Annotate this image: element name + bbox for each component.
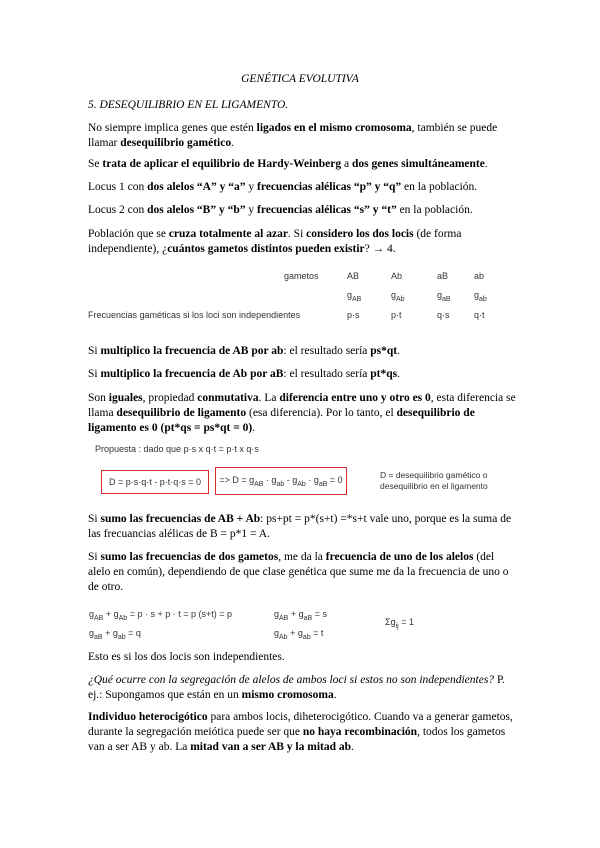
- propuesta-text: Propuesta : dado que p·s x q·t = p·t x q·s: [95, 444, 259, 454]
- text: .: [397, 368, 401, 380]
- sub: ab: [479, 295, 487, 303]
- text: en la población.: [396, 204, 473, 216]
- cell-value: q·s: [437, 310, 450, 320]
- text: : el resultado sería: [283, 368, 371, 380]
- bold-text: cruza totalmente al azar: [168, 228, 288, 240]
- cell-value: p·t: [391, 310, 402, 320]
- paragraph-4: [88, 203, 518, 218]
- section-heading: 5. DESEQUILIBRIO EN EL LIGAMENTO.: [88, 99, 289, 111]
- paragraph-12: [88, 673, 518, 703]
- formula-1: $g_{AB} + g_{Ab} = p \cdot s + p \cdot t = p$ (s+t) = p: [89, 609, 232, 622]
- bold-text: desequilibrio de ligamento: [116, 407, 247, 419]
- text: , esta diferencia se llama: [88, 392, 516, 419]
- bold-text: multiplico la frecuencia de Ab por aB: [100, 368, 284, 380]
- bold-text: mismo cromosoma: [241, 689, 334, 701]
- text: y: [245, 181, 257, 193]
- paragraph-10: [88, 550, 518, 595]
- text: y: [245, 204, 258, 216]
- paragraph-7: [88, 367, 518, 382]
- bold-text: frecuencias alélicas “s” y “t”: [257, 204, 397, 216]
- gamete-symbol: [347, 290, 361, 303]
- text: No siempre implica genes que estén: [88, 122, 257, 134]
- bold-text: pt*qs: [370, 368, 398, 380]
- text: ? → 4.: [364, 243, 396, 255]
- col-header: ab: [474, 271, 485, 281]
- bold-text: ligados en el mismo cromosoma: [256, 122, 412, 134]
- g: g: [474, 290, 480, 300]
- text: . La: [258, 392, 280, 404]
- paragraph-11: Esto es si los dos locis son independientes.: [88, 651, 285, 663]
- bold-text: sumo las frecuencias de AB + Ab: [100, 513, 261, 525]
- text: Si: [88, 345, 101, 357]
- text: : ps+pt = p*(s+t) =*s+t vale uno, porque es la suma de las frecuancias alélicas de B = p*1 = A.: [88, 513, 512, 540]
- paragraph-5: [88, 227, 518, 257]
- paragraph-6: [88, 344, 518, 359]
- gamete-symbol: [437, 290, 451, 303]
- sub: AB: [352, 295, 362, 303]
- text: .: [333, 689, 337, 701]
- text: .: [351, 741, 354, 753]
- box-text: D = p·s·q·t - p·t·q·s = 0: [108, 477, 202, 487]
- formula-2: $g_{aB} + g_{ab} = q$: [89, 628, 141, 641]
- bold-text: frecuencias alélicas “p” y “q”: [257, 181, 402, 193]
- text: , propiedad: [142, 392, 198, 404]
- text: .: [252, 422, 256, 434]
- g: g: [391, 290, 397, 300]
- bold-text: mitad van a ser AB y la mitad ab: [190, 741, 352, 753]
- text: Locus 1 con: [88, 181, 148, 193]
- bold-text: no haya recombinación: [302, 726, 418, 738]
- text: .: [231, 137, 234, 149]
- bold-text: considero los dos locis: [306, 228, 414, 240]
- text: Si: [88, 551, 101, 563]
- bold-text: multiplico la frecuencia de AB por ab: [100, 345, 284, 357]
- formula-box-1: [101, 470, 209, 494]
- text: Se: [88, 158, 103, 170]
- formula-4: $g_{Ab} + g_{ab} = t$: [274, 628, 324, 641]
- italic-text: ¿Qué ocurre con la segregación de alelos de ambos loci si estos no son independientes?: [88, 674, 495, 686]
- formula-3: $g_{AB} + g_{aB} = s$: [274, 609, 327, 622]
- text: Población que se: [88, 228, 169, 240]
- text: , todos los gametos van a ser AB y ab. La: [88, 726, 506, 753]
- bold-text: trata de aplicar el equilibrio de Hardy-Weinberg: [102, 158, 342, 170]
- paragraph-2: [88, 157, 518, 172]
- col-header: aB: [437, 271, 449, 281]
- bold-text: diferencia entre uno y otro es 0: [279, 392, 431, 404]
- text: Son: [88, 392, 109, 404]
- bold-text: ps*qt: [370, 345, 398, 357]
- text: en la población.: [401, 181, 478, 193]
- box-text-part: => D = g: [219, 474, 255, 485]
- g: g: [437, 290, 443, 300]
- bold-text: conmutativa: [197, 392, 259, 404]
- paragraph-3: [88, 180, 518, 195]
- gamete-symbol: [391, 290, 405, 303]
- text: .: [397, 345, 401, 357]
- paragraph-9: [88, 512, 518, 542]
- sub: aB: [442, 295, 451, 303]
- text: , también se puede llamar: [88, 122, 498, 149]
- text: Locus 2 con: [88, 204, 148, 216]
- row-label: Frecuencias gaméticas si los loci son independientes: [88, 310, 301, 320]
- text: .: [484, 158, 488, 170]
- bold-text: dos alelos “A” y “a”: [147, 181, 246, 193]
- paragraph-8: [88, 391, 518, 436]
- text: Si: [88, 368, 101, 380]
- text: , me da la: [278, 551, 326, 563]
- text: (del alelo en común), dependiendo de que clase genética que sume me da la frecuencia de uno o de otro.: [88, 551, 509, 593]
- gamete-symbol: [474, 290, 487, 303]
- gamete-table: [88, 268, 508, 328]
- col-header: AB: [347, 271, 360, 281]
- sub: Ab: [396, 295, 405, 303]
- bold-text: desequilibrio de ligamento es 0 (pt*qs = ps*qt = 0): [88, 407, 475, 434]
- bold-text: cuántos gametos distintos pueden existir: [167, 243, 365, 255]
- bold-text: iguales: [108, 392, 143, 404]
- box-text: => $D = g_{AB} \cdot g_{ab} - g_{Ab} \cdot g_{aB} = 0$: [219, 474, 343, 488]
- gametes-header: gametos: [284, 271, 319, 281]
- text: a: [341, 158, 352, 170]
- bold-text: sumo las frecuencias de dos gametos: [100, 551, 279, 563]
- text: para ambos locis, diheterocigótico. Cuando va a generar gametos, durante la segregación meiótica puede ser que: [88, 711, 513, 738]
- g: g: [347, 290, 353, 300]
- text: P. ej.: Supongamos que están en un: [88, 674, 505, 701]
- cell-value: q·t: [474, 310, 485, 320]
- text: (esa diferencia). Por lo tanto, el: [246, 407, 397, 419]
- cell-value: p·s: [347, 310, 360, 320]
- page-title: GENÉTICA EVOLUTIVA: [241, 73, 359, 85]
- bold-text: dos alelos “B” y “b”: [147, 204, 246, 216]
- text: . Si: [287, 228, 307, 240]
- formula-5: $\Sigma g_{ij} = 1$: [385, 617, 414, 630]
- bold-text: desequilibrio gamético: [120, 137, 232, 149]
- paragraph-1: [88, 121, 518, 151]
- bold-text: dos genes simultáneamente: [351, 158, 485, 170]
- paragraph-13: [88, 710, 518, 755]
- bold-text: Individuo heterocigótico: [88, 711, 208, 723]
- bold-text: frecuencia de uno de los alelos: [325, 551, 474, 563]
- text: (de forma independiente), ¿: [88, 228, 462, 255]
- text: : el resultado sería: [283, 345, 371, 357]
- formula-box-2: [215, 467, 347, 495]
- text: Si: [88, 513, 101, 525]
- box-note: D = desequilibrio gamético o desequilibrio en el ligamento: [380, 470, 488, 491]
- col-header: Ab: [391, 271, 403, 281]
